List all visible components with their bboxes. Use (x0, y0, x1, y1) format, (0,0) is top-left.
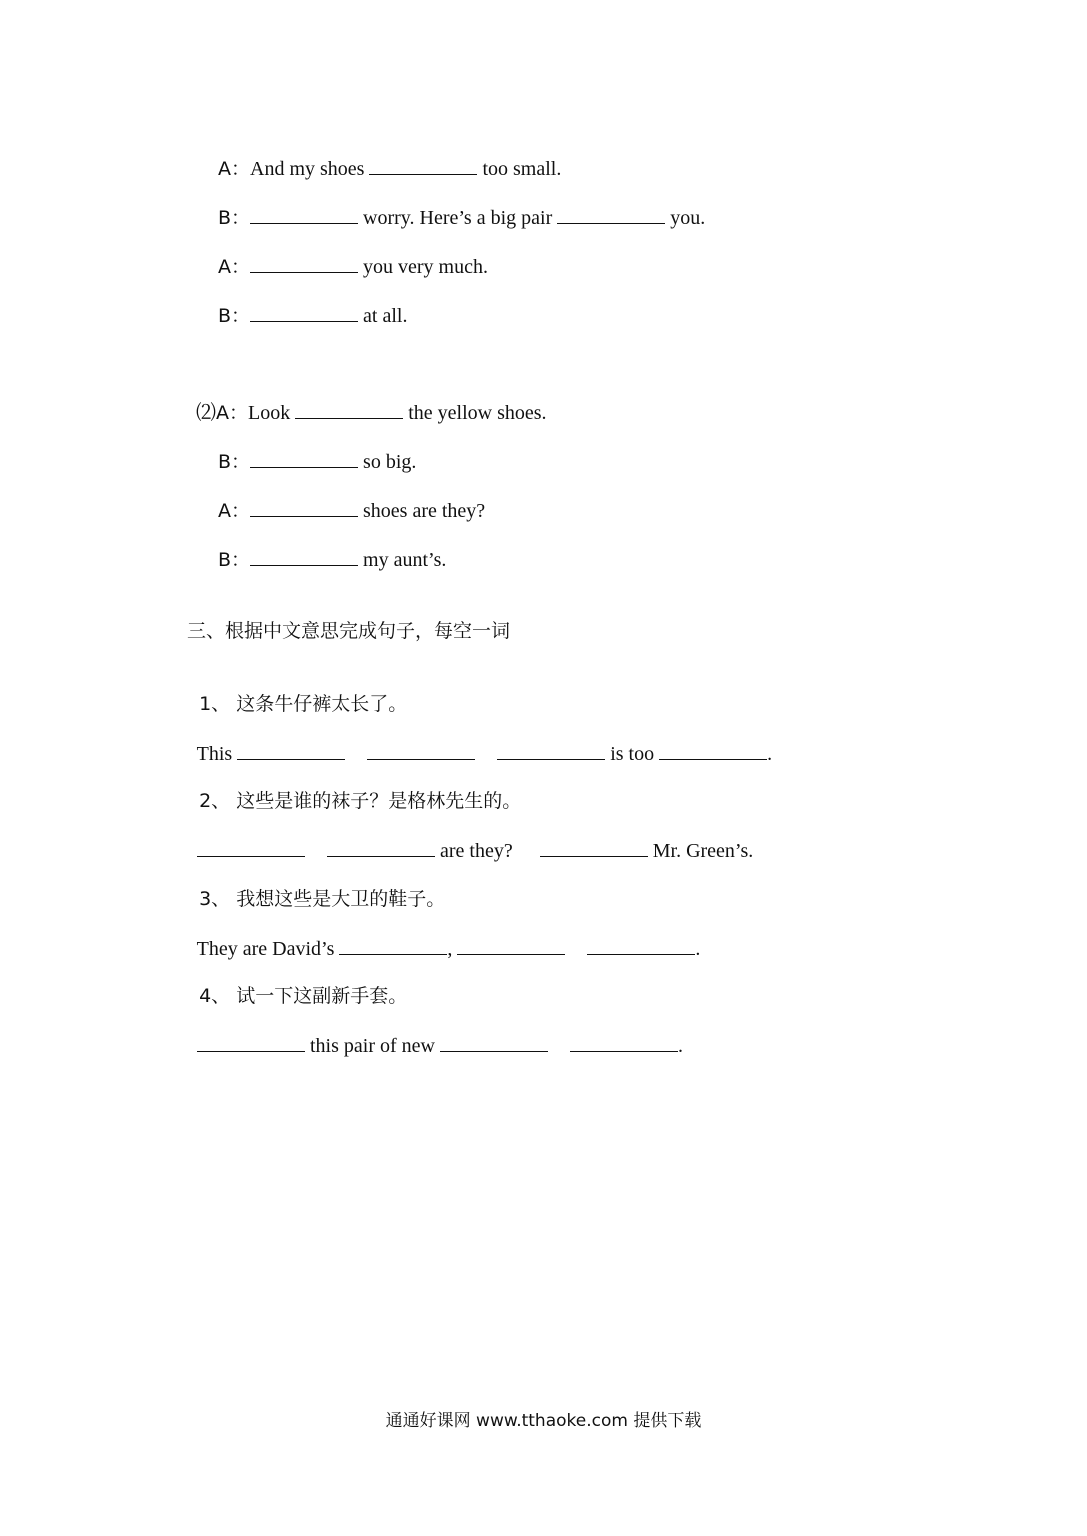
answer-blank[interactable] (540, 838, 648, 857)
answer-blank[interactable] (327, 838, 435, 857)
line-text: you very much. (358, 256, 488, 278)
question-number: 4、 (199, 985, 231, 1007)
line-text: . (695, 938, 701, 960)
answer-blank[interactable] (587, 936, 695, 955)
question-2-answer (187, 814, 753, 863)
question-1-answer (187, 717, 772, 766)
page-footer: 通通好课网 www.tthaoke.com 提供下载 (385, 1411, 702, 1431)
question-1-prompt (187, 668, 407, 716)
answer-blank[interactable] (367, 741, 475, 760)
speaker-label: A： (216, 402, 248, 424)
answer-blank[interactable] (295, 400, 403, 419)
answer-blank[interactable] (497, 741, 605, 760)
answer-blank[interactable] (250, 205, 358, 224)
line-text: . (677, 1035, 683, 1057)
dialogue1-line3 (208, 230, 488, 279)
answer-blank[interactable] (250, 254, 358, 273)
line-text: This (196, 743, 238, 765)
dialogue1-line2 (208, 181, 705, 230)
line-text: are they? (435, 840, 518, 862)
line-text: Look (248, 402, 296, 424)
line-text: . (767, 743, 773, 765)
line-text: Mr. Green’s. (647, 840, 754, 862)
answer-blank[interactable] (250, 449, 358, 468)
answer-blank[interactable] (250, 498, 358, 517)
dialogue2-line2 (208, 425, 416, 474)
answer-blank[interactable] (197, 838, 305, 857)
dialogue2-line3 (208, 474, 485, 523)
section-heading: 三、根据中文意思完成句子，每空一词 (187, 620, 511, 642)
dialogue2-line4 (208, 523, 446, 572)
question-4-prompt (187, 960, 407, 1008)
line-text: They are David’s (196, 938, 340, 960)
line-text: worry. Here’s a big pair (358, 207, 558, 229)
line-text: , (447, 938, 458, 960)
line-text: is too (605, 743, 660, 765)
answer-blank[interactable] (237, 741, 345, 760)
line-text: at all. (358, 305, 408, 327)
line-text: so big. (358, 451, 417, 473)
speaker-label: A： (218, 158, 250, 180)
speaker-label: B： (218, 207, 251, 229)
line-text: this pair of new (305, 1035, 440, 1057)
line-text: you. (665, 207, 706, 229)
speaker-label: B： (218, 549, 251, 571)
speaker-label: B： (218, 451, 251, 473)
answer-blank[interactable] (557, 205, 665, 224)
answer-blank[interactable] (339, 936, 447, 955)
answer-blank[interactable] (659, 741, 767, 760)
question-number: 3、 (199, 888, 231, 910)
speaker-label: B： (218, 305, 251, 327)
question-number: 2、 (199, 790, 231, 812)
question-2-prompt (187, 765, 521, 813)
question-3-answer (187, 912, 700, 961)
line-text: my aunt’s. (358, 549, 447, 571)
chinese-prompt: 这条牛仔裤太长了。 (236, 693, 408, 715)
question-3-prompt (187, 863, 445, 911)
dialogue1-line4 (208, 279, 407, 328)
question-4-answer (187, 1009, 683, 1058)
chinese-prompt: 这些是谁的袜子？是格林先生的。 (236, 790, 522, 812)
item-number: ⑵ (196, 402, 216, 424)
line-text: too small. (477, 158, 562, 180)
answer-blank[interactable] (250, 547, 358, 566)
answer-blank[interactable] (440, 1033, 548, 1052)
answer-blank[interactable] (369, 156, 477, 175)
question-number: 1、 (199, 693, 231, 715)
dialogue1-line1 (208, 132, 561, 181)
answer-blank[interactable] (250, 303, 358, 322)
chinese-prompt: 试一下这副新手套。 (236, 985, 408, 1007)
answer-blank[interactable] (197, 1033, 305, 1052)
line-text: And my shoes (250, 158, 370, 180)
answer-blank[interactable] (457, 936, 565, 955)
chinese-prompt: 我想这些是大卫的鞋子。 (236, 888, 446, 910)
line-text: shoes are they? (358, 500, 486, 522)
dialogue2-line1 (186, 376, 547, 425)
line-text: the yellow shoes. (403, 402, 547, 424)
speaker-label: A： (218, 256, 250, 278)
answer-blank[interactable] (570, 1033, 678, 1052)
speaker-label: A： (218, 500, 250, 522)
